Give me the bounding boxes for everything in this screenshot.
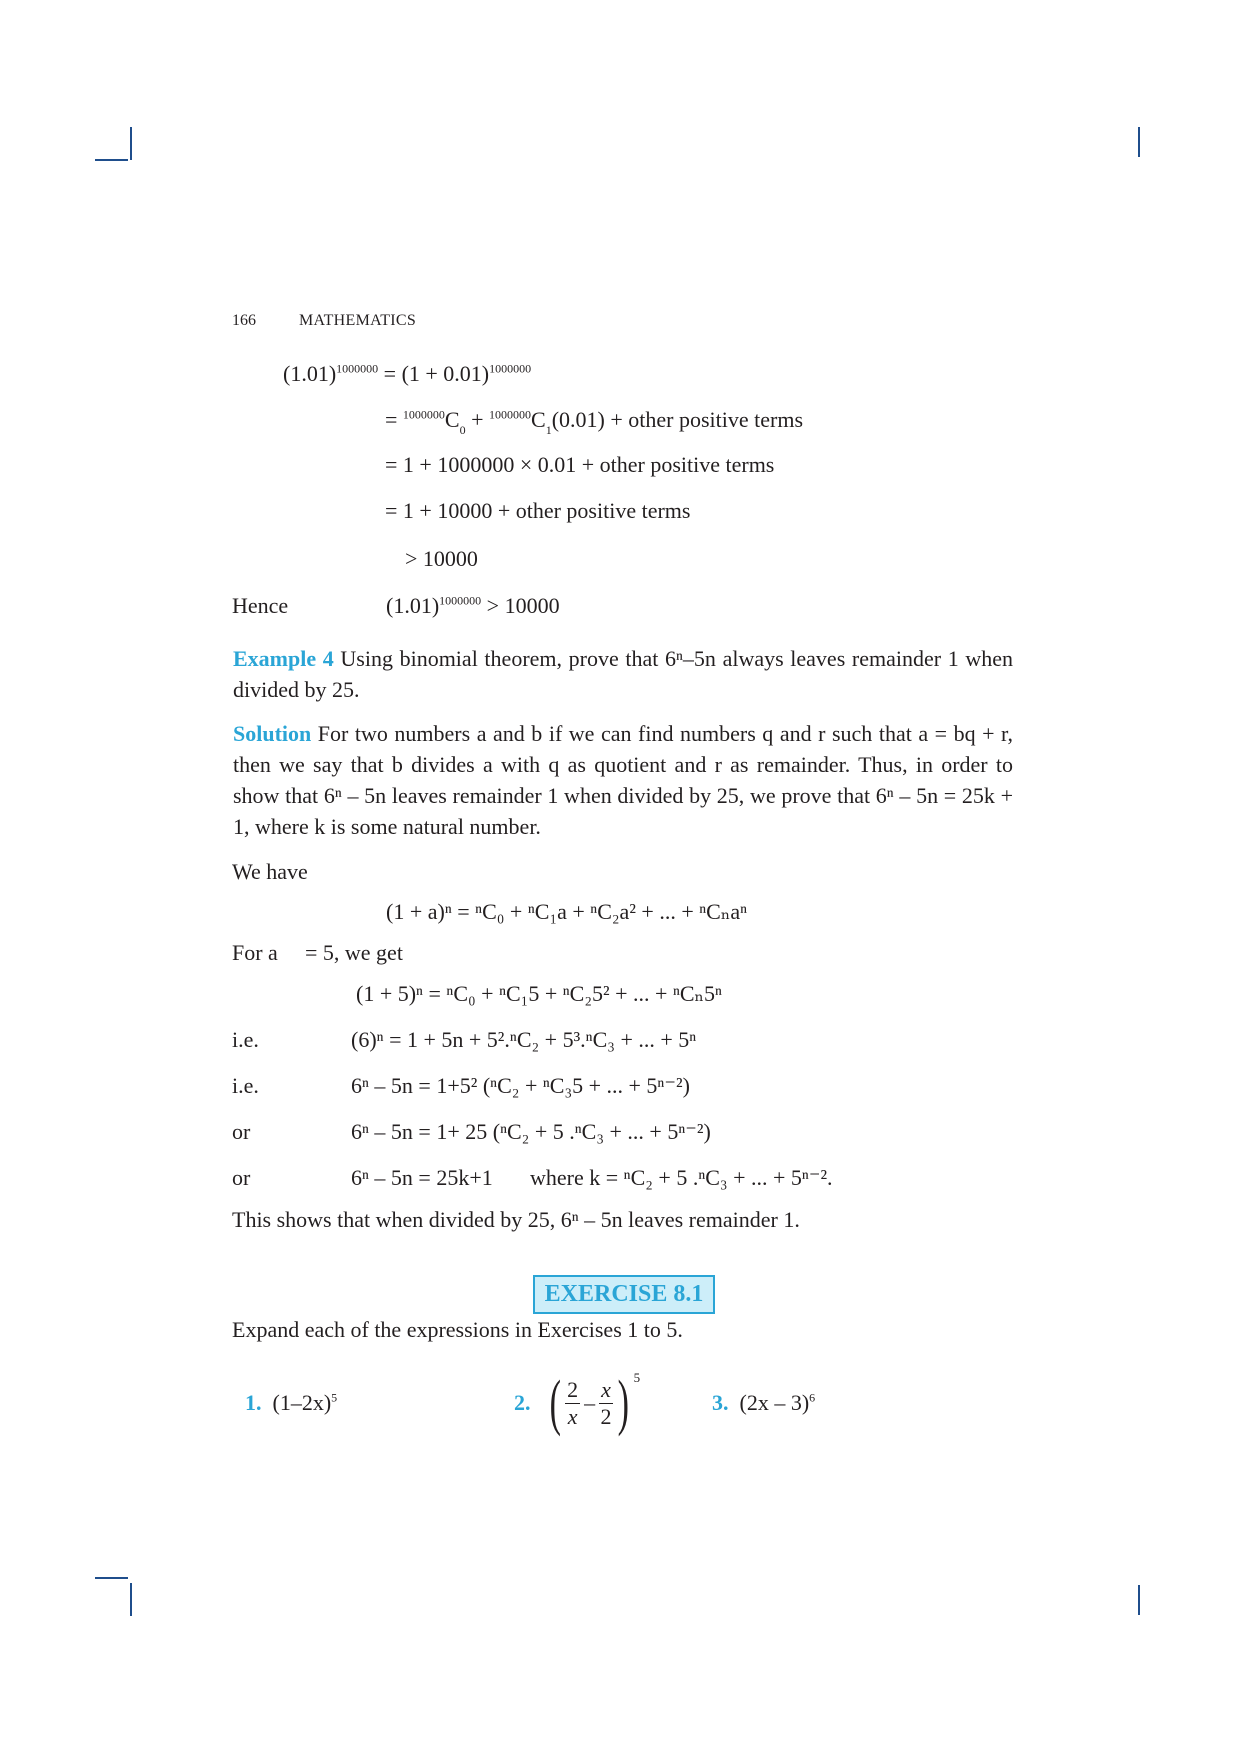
hence-rest: > 10000 (481, 593, 560, 618)
crop-mark-top-right-v (1138, 127, 1140, 157)
for-a-text: = 5, we get (305, 940, 403, 965)
example-4-paragraph (233, 643, 1013, 705)
question-2-exponent: 5 (633, 1370, 641, 1385)
fraction-1-numerator: 2 (567, 1376, 579, 1402)
page-number: 166 (232, 312, 256, 329)
question-3-exponent: 6 (809, 1390, 816, 1405)
crop-mark-top-left-v (130, 127, 132, 160)
line1-lhs: (1.01) (283, 361, 337, 386)
binomial-formula: (1 + a)ⁿ = ⁿC₀ + ⁿC₁a + ⁿC₂a² + ... + ⁿCₙaⁿ (386, 899, 748, 924)
question-2-left-paren: ( (549, 1369, 561, 1437)
question-2-fraction-1 (565, 1377, 580, 1430)
question-2 (514, 1370, 640, 1436)
step-3-expression: 6ⁿ – 5n = 1+ 25 (ⁿC₂ + 5 .ⁿC₃ + ... + 5ⁿ⁻²) (351, 1119, 711, 1144)
expansion-formula: (1 + 5)ⁿ = ⁿC₀ + ⁿC₁5 + ⁿC₂5² + ... + ⁿCₙ5ⁿ (356, 981, 722, 1006)
line2-prefix-2: 1000000 (489, 407, 532, 422)
step-2-expression: 6ⁿ – 5n = 1+5² (ⁿC₂ + ⁿC₃5 + ... + 5ⁿ⁻²) (351, 1073, 690, 1098)
line2-rest: (0.01) + other positive terms (551, 407, 804, 432)
line2-plus: + (471, 407, 484, 432)
crop-mark-bottom-right-v (1138, 1585, 1140, 1615)
question-3-number: 3. (712, 1390, 729, 1415)
derivation-line-2 (385, 406, 804, 438)
running-header-title: MATHEMATICS (299, 312, 417, 329)
line1-rhs-exponent: 1000000 (489, 361, 532, 376)
hence-exponent: 1000000 (439, 593, 482, 608)
question-2-number: 2. (514, 1390, 531, 1415)
step-3-label: or (232, 1119, 251, 1144)
step-1-label: i.e. (232, 1027, 259, 1052)
line1-rhs: = (1 + 0.01) (383, 361, 490, 386)
fraction-2-numerator: x (601, 1376, 611, 1402)
solution-text: For two numbers a and b if we can find numbers q and r such that a = bq + r, then we say that b divides a with q as quotient and r as remainder. Thus, in order to show that 6ⁿ – 5n leaves remainder 1 when divided by 25, we prove that 6ⁿ – 5n = 25k + 1, where k is some natural number. (233, 721, 1014, 839)
solution-paragraph (233, 718, 1013, 842)
line2-sub-1: 1 (545, 423, 552, 438)
exercise-instruction: Expand each of the expressions in Exercises 1 to 5. (232, 1317, 683, 1342)
question-1-number: 1. (245, 1390, 262, 1415)
hence-base: (1.01) (386, 593, 440, 618)
line1-lhs-exponent: 1000000 (336, 361, 379, 376)
example-4-label: Example 4 (233, 646, 334, 671)
step-1-expression: (6)ⁿ = 1 + 5n + 5².ⁿC₂ + 5³.ⁿC₃ + ... + 5ⁿ (351, 1027, 697, 1052)
crop-mark-top-left-h (95, 159, 128, 161)
step-4-where: where k = ⁿC₂ + 5 .ⁿC₃ + ... + 5ⁿ⁻². (530, 1165, 833, 1190)
question-2-right-paren: ) (617, 1369, 629, 1437)
derivation-line-3: = 1 + 1000000 × 0.01 + other positive terms (385, 452, 775, 477)
line2-equals: = (385, 407, 398, 432)
question-1-expression: (1–2x) (272, 1390, 332, 1415)
hence-statement (386, 592, 560, 620)
derivation-line-4: = 1 + 10000 + other positive terms (385, 498, 691, 523)
we-have-text: We have (232, 859, 308, 884)
question-2-minus: – (584, 1390, 596, 1415)
line2-prefix-1: 1000000 (402, 407, 445, 422)
line2-c-1: C (444, 407, 460, 432)
crop-mark-bottom-left-v (130, 1583, 132, 1616)
step-4-expression: 6ⁿ – 5n = 25k+1 (351, 1165, 493, 1190)
line2-c-2: C (531, 407, 546, 432)
fraction-2-denominator: 2 (600, 1403, 612, 1429)
derivation-line-1 (283, 360, 531, 388)
conclusion-text: This shows that when divided by 25, 6ⁿ – 5n leaves remainder 1. (232, 1207, 800, 1232)
question-2-fraction-2 (599, 1377, 613, 1430)
example-4-text: Using binomial theorem, prove that 6ⁿ–5n always leaves remainder 1 when divided by 25. (233, 646, 1013, 702)
fraction-1-denominator: x (567, 1403, 578, 1429)
solution-label: Solution (233, 721, 312, 746)
step-4-label: or (232, 1165, 251, 1190)
question-3-expression: (2x – 3) (739, 1390, 810, 1415)
line2-sub-0: 0 (459, 423, 466, 438)
hence-label: Hence (232, 593, 289, 618)
question-3 (712, 1389, 815, 1417)
for-a-label: For a (232, 940, 278, 965)
derivation-line-5: > 10000 (405, 546, 478, 571)
exercise-title-box: EXERCISE 8.1 (533, 1275, 715, 1314)
step-2-label: i.e. (232, 1073, 259, 1098)
question-1-exponent: 5 (331, 1390, 338, 1405)
question-1 (245, 1389, 337, 1417)
crop-mark-bottom-left-h (95, 1577, 128, 1579)
